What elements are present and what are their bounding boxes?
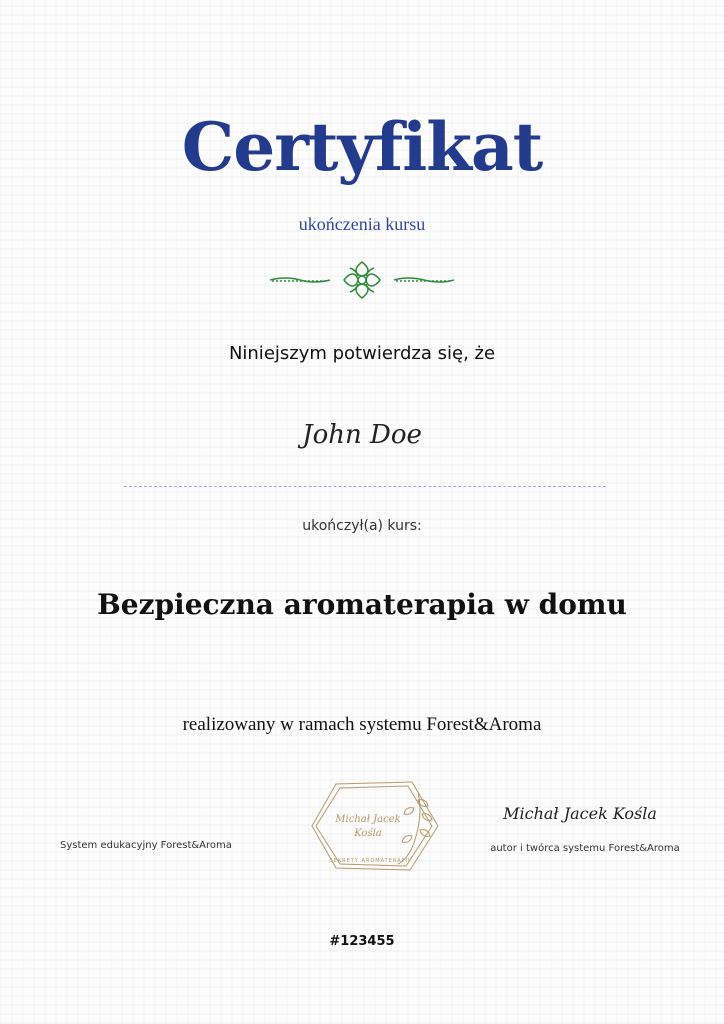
confirmation-text: Niniejszym potwierdza się, że [228,343,496,364]
seal-text-line-1: Michał Jacek [335,814,401,825]
author-signature: Michał Jacek Kośla [503,804,657,823]
realized-within-text: realizowany w ramach systemu Forest&Aroma [182,714,542,735]
certificate-number: #123455 [329,934,395,949]
seal-logo [306,778,442,874]
certificate-subtitle: ukończenia kursu [298,214,426,234]
floral-ornament-icon [266,258,458,302]
name-underline [124,486,606,487]
author-role: autor i twórca systemu Forest&Aroma [490,843,680,854]
completed-label: ukończył(a) kurs: [302,518,422,534]
seal-text-line-3: SEKRETY AROMATERAPII [329,858,411,864]
education-system-label: System edukacyjny Forest&Aroma [60,840,232,851]
seal-text-line-2: Kośla [354,828,382,839]
course-name: Bezpieczna aromaterapia w domu [97,588,627,621]
certificate-title: Certyfikat [181,108,543,186]
recipient-name: John Doe [302,420,422,450]
